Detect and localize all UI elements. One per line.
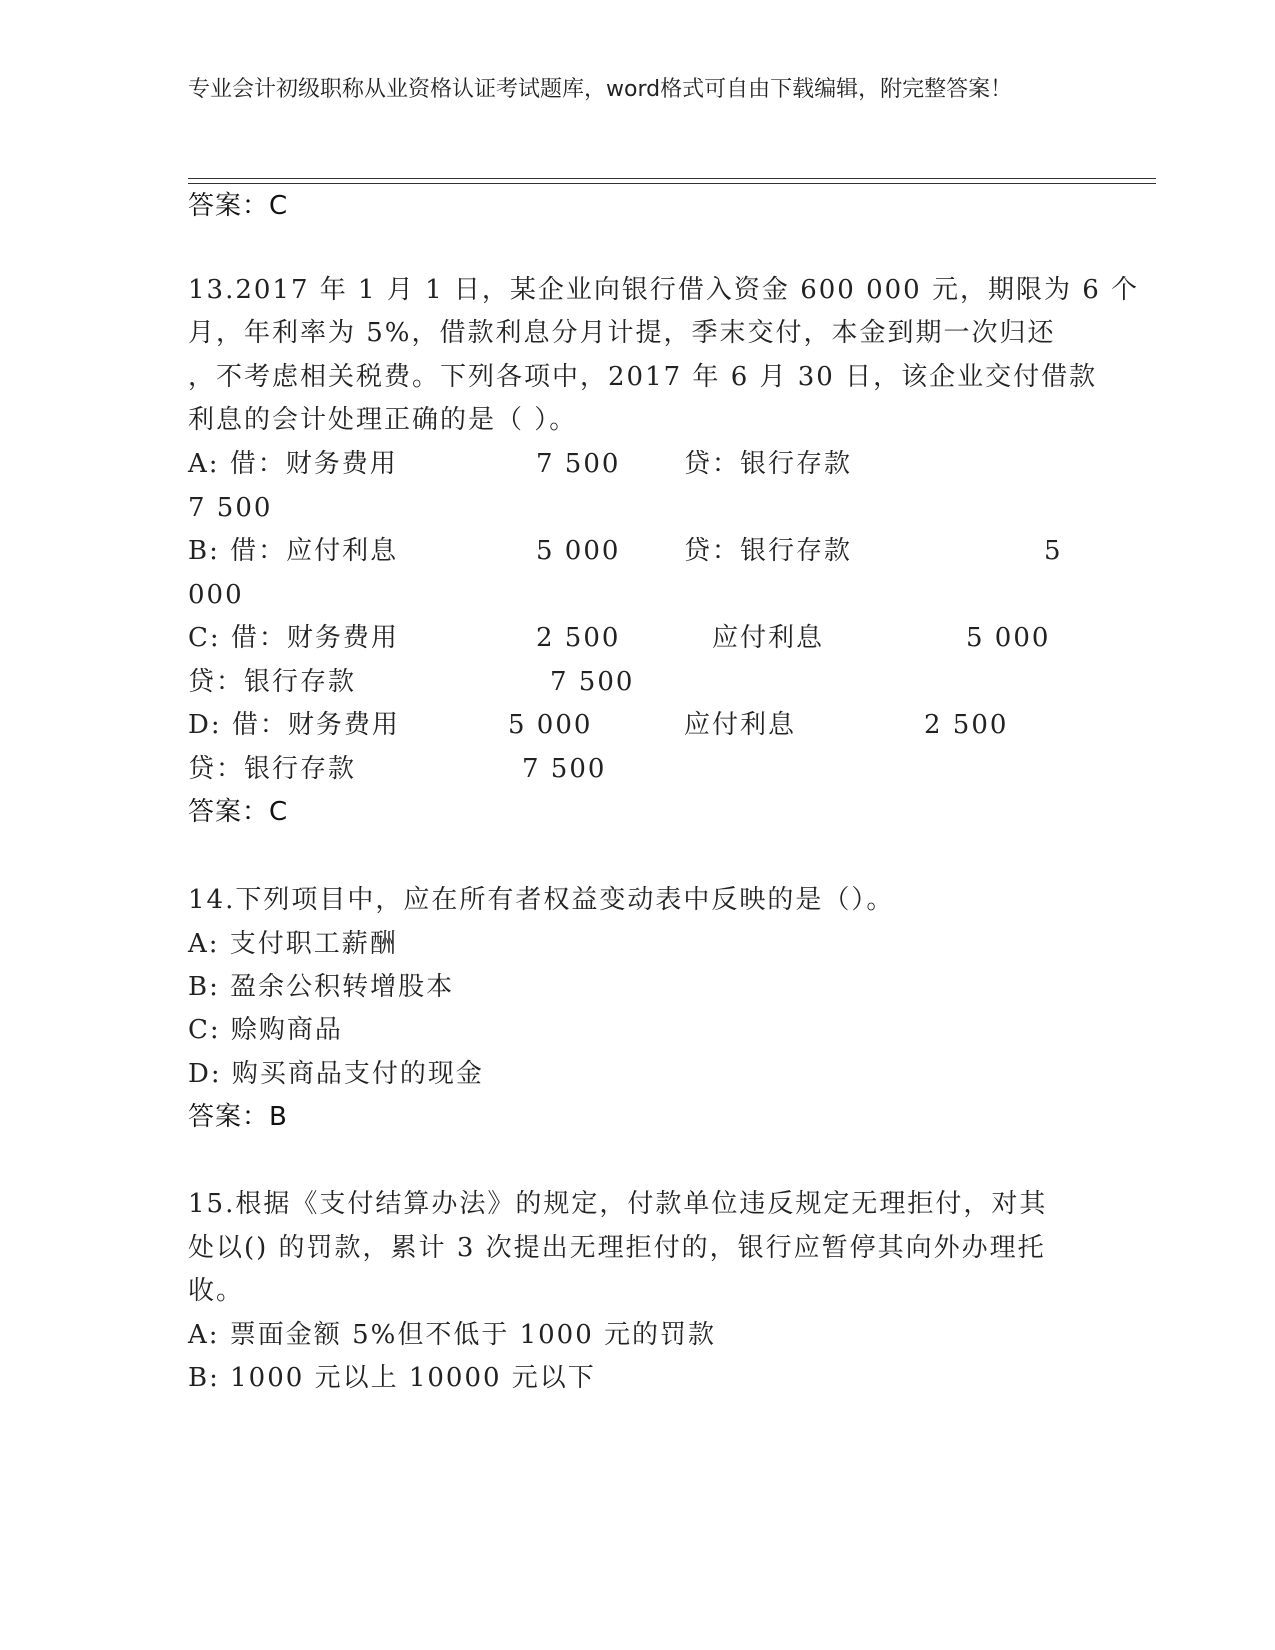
q15-option-a: A: 票面金额 5%但不低于 1000 元的罚款 [188,1320,717,1350]
q13-option-c [188,618,1088,658]
q15-stem-line-2: 处以() 的罚款，累计 3 次提出无理拒付的，银行应暂停其向外办理托 [188,1233,1046,1263]
q15-stem-line-3: 收。 [188,1276,245,1306]
q13-option-c-amount-1: 2 500 [536,623,621,653]
q13-option-a-debit: A: 借：财务费用 [188,449,398,479]
q14-option-a: A: 支付职工薪酬 [188,929,398,959]
q13-option-c-credit [188,662,1088,702]
q13-option-d-amount-2: 2 500 [924,710,1009,740]
q13-option-b-credit-amount-end: 000 [188,580,244,610]
header-rule-top [188,178,1156,179]
q13-option-c-debit-1: C: 借：财务费用 [188,623,399,653]
q13-option-a-credit-amount: 7 500 [188,493,273,523]
q13-option-d-debit-2: 应付利息 [684,710,797,740]
q13-option-a-amount: 7 500 [536,449,621,479]
q13-option-b-debit: B: 借：应付利息 [188,536,399,566]
q13-option-d-credit-account: 贷：银行存款 [188,754,357,784]
header-rule-bottom [188,183,1156,184]
q15-stem-line-1: 15.根据《支付结算办法》的规定，付款单位违反规定无理拒付，对其 [188,1189,1048,1219]
q13-option-b-credit-amount-start: 5 [1044,536,1063,566]
q13-option-d-credit-amount: 7 500 [522,754,607,784]
q14-stem: 14.下列项目中，应在所有者权益变动表中反映的是（）。 [188,885,895,915]
q13-option-a-credit: 贷：银行存款 [684,449,853,479]
q13-option-a [188,444,1088,484]
q14-option-b: B: 盈余公积转增股本 [188,972,455,1002]
q13-stem-line-2: 月，年利率为 5%，借款利息分月计提，季末交付，本金到期一次归还 [188,318,1056,348]
q13-option-d-credit [188,749,1088,789]
q13-stem-line-3: ，不考虑相关税费。下列各项中，2017 年 6 月 30 日，该企业交付借款 [188,362,1098,392]
q14-option-d: D: 购买商品支付的现金 [188,1059,484,1089]
answer-12: 答案：C [188,191,289,221]
q13-option-d [188,705,1088,745]
q15-option-b: B: 1000 元以上 10000 元以下 [188,1363,596,1393]
q13-stem-line-4: 利息的会计处理正确的是（ ）。 [188,405,578,435]
q13-option-d-amount-1: 5 000 [508,710,593,740]
q13-option-c-debit-2: 应付利息 [712,623,825,653]
page-header: 专业会计初级职称从业资格认证考试题库，word格式可自由下载编辑，附完整答案！ [188,77,1013,102]
answer-14: 答案：B [188,1102,288,1132]
q13-option-b [188,531,1088,571]
q13-option-b-credit: 贷：银行存款 [684,536,853,566]
q13-stem-line-1: 13.2017 年 1 月 1 日，某企业向银行借入资金 600 000 元，期限为 6 个 [188,275,1140,305]
q13-option-b-amount: 5 000 [536,536,621,566]
answer-13: 答案：C [188,797,289,827]
q13-option-c-credit-account: 贷：银行存款 [188,667,357,697]
q13-option-c-credit-amount: 7 500 [550,667,635,697]
q14-option-c: C: 赊购商品 [188,1015,343,1045]
q13-option-c-amount-2: 5 000 [966,623,1051,653]
q13-option-d-debit-1: D: 借：财务费用 [188,710,400,740]
